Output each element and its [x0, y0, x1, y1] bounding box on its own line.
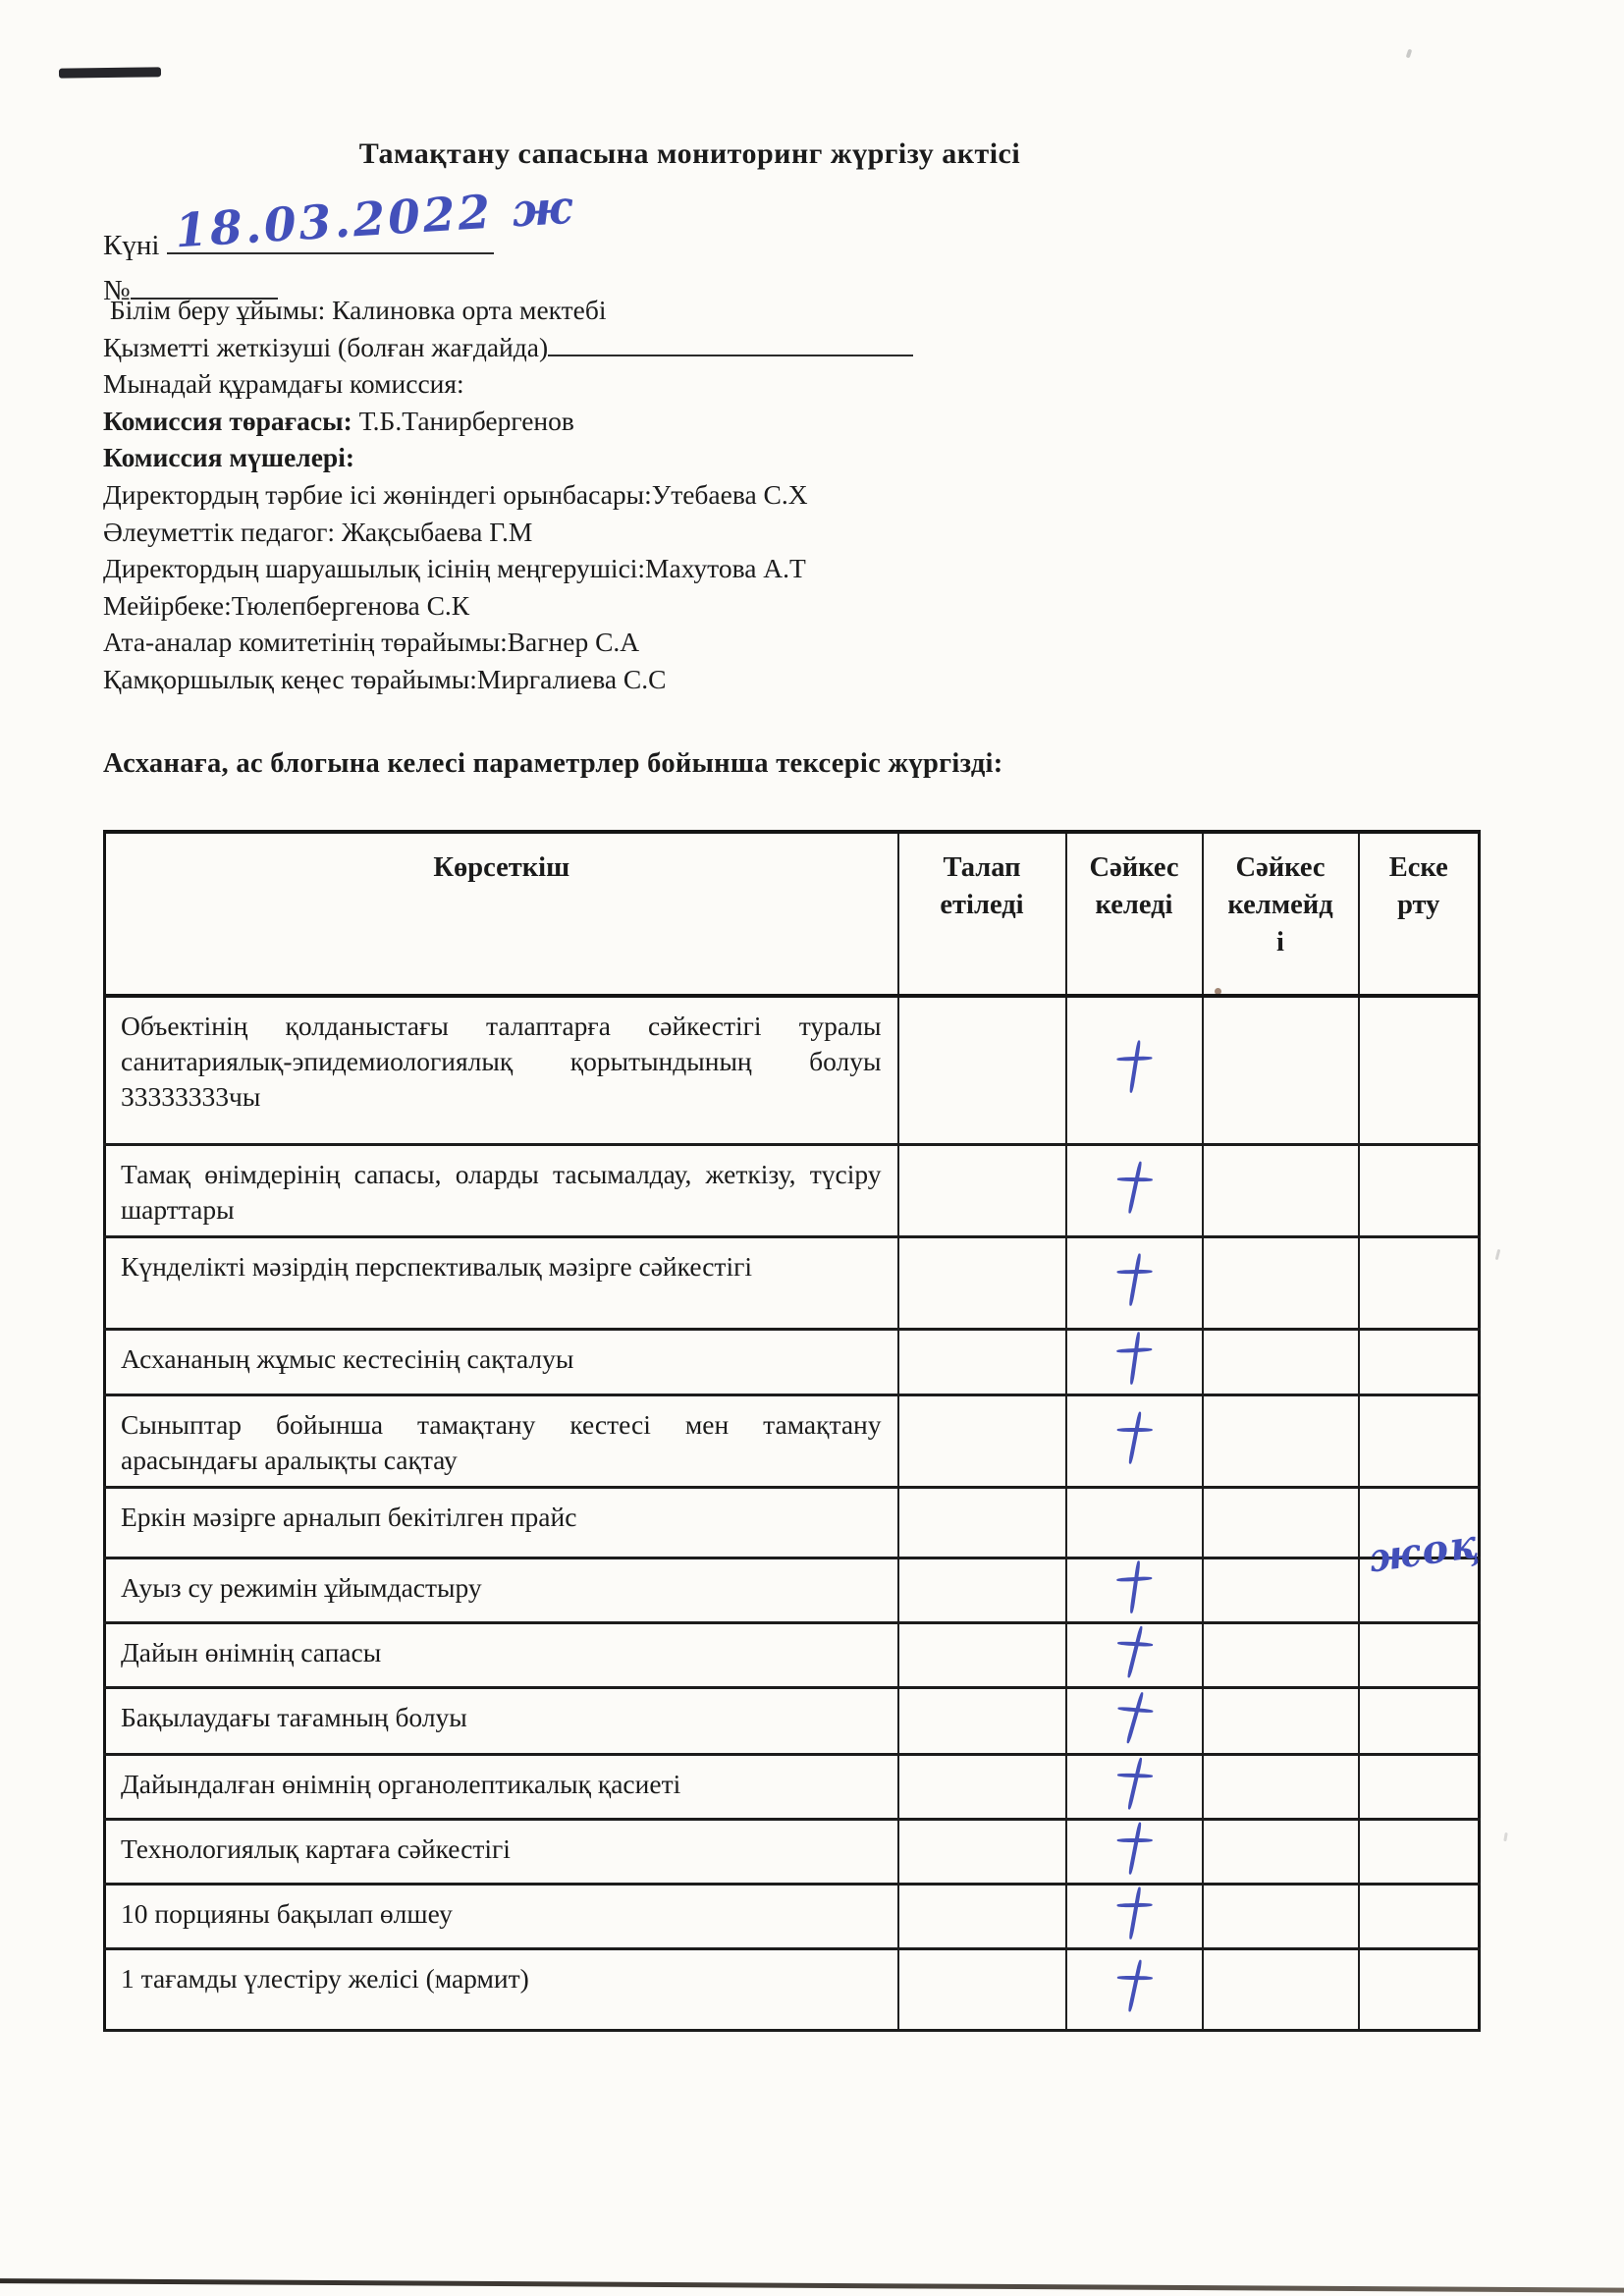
org-line [103, 292, 1492, 329]
required-cell [898, 1884, 1066, 1948]
not-complies-cell [1203, 1754, 1359, 1819]
handwritten-check-icon [1112, 1622, 1155, 1679]
column-header-3 [1203, 832, 1359, 996]
org-line-text: Білім беру ұйымы: Калиновка орта мектебі [109, 295, 607, 325]
column-header-1 [898, 832, 1066, 996]
note-cell [1359, 1487, 1483, 1582]
table-row [105, 1819, 1480, 1884]
not-complies-cell [1203, 1236, 1359, 1329]
required-cell [898, 1948, 1066, 2030]
scan-artifact-mark [59, 67, 161, 78]
note-cell [1359, 996, 1480, 1144]
note-cell [1359, 1622, 1480, 1687]
column-header-4 [1359, 832, 1480, 996]
column-header-0 [105, 832, 898, 996]
note-cell [1359, 1754, 1480, 1819]
scan-speck [1406, 49, 1413, 59]
indicator-cell: Технологиялық картаға сәйкестігі [105, 1819, 898, 1884]
complies-cell [1066, 1558, 1203, 1622]
not-complies-cell [1203, 1558, 1359, 1622]
required-cell [898, 1394, 1066, 1487]
not-complies-cell [1203, 1948, 1359, 2030]
members-label: Комиссия мүшелері: [103, 442, 355, 473]
table-row [105, 1329, 1480, 1394]
not-complies-cell [1203, 1687, 1359, 1754]
scan-speck [1495, 1249, 1501, 1260]
note-cell [1359, 1144, 1480, 1236]
required-cell [898, 1819, 1066, 1884]
indicator-cell: Дайын өнімнің сапасы [105, 1622, 898, 1687]
scan-speck [1503, 1832, 1508, 1841]
scan-page-edge [0, 2278, 1624, 2293]
required-cell [898, 1487, 1066, 1558]
note-cell [1359, 1329, 1480, 1394]
not-complies-cell [1203, 1819, 1359, 1884]
complies-cell [1066, 1487, 1203, 1558]
indicator-cell: Дайындалған өнімнің органолептикалық қасиеті [105, 1754, 898, 1819]
required-cell [898, 1329, 1066, 1394]
required-cell [898, 1687, 1066, 1754]
handwritten-date: 18.03.2022 ж [173, 180, 577, 259]
required-cell [898, 1144, 1066, 1236]
chairman-line [103, 403, 1492, 440]
member-line: Мейірбеке:Тюлепбергенова С.К [103, 589, 470, 621]
provider-label: Қызметті жеткізуші (болған жағдайда) [103, 331, 549, 362]
table-row [105, 996, 1480, 1144]
complies-cell [1066, 1819, 1203, 1884]
handwritten-check-icon [1114, 1820, 1155, 1876]
column-header-label: Ескерту [1388, 852, 1448, 920]
number-label: № [103, 275, 131, 306]
chairman-name: Т.Б.Танирбергенов [358, 405, 574, 436]
handwritten-check-icon [1114, 1885, 1154, 1940]
handwritten-check-icon [1115, 1559, 1153, 1613]
note-cell [1359, 1687, 1480, 1754]
member-line: Директордың тәрбие ісі жөніндегі орынбасары:Утебаева С.Х [103, 478, 808, 510]
required-cell [898, 1558, 1066, 1622]
table-row [105, 1622, 1480, 1687]
indicator-cell: 10 порцияны бақылап өлшеу [105, 1884, 898, 1948]
complies-cell [1066, 1754, 1203, 1819]
date-label: Күні [103, 230, 160, 261]
note-cell [1359, 1884, 1480, 1948]
member-line: Әлеуметтік педагог: Жақсыбаева Г.М [103, 516, 533, 547]
column-header-label: Талап етіледі [940, 852, 1024, 920]
indicator-cell: Сыныптар бойынша тамақтану кестесі мен тамақтану арасындағы аралықты сақтау [105, 1394, 898, 1487]
table-row [105, 1948, 1480, 2030]
indicator-cell: Күнделікті мәзірдің перспективалық мәзірге сәйкестігі [105, 1236, 898, 1329]
provider-underline [548, 331, 913, 356]
provider-line [103, 329, 1492, 366]
member-line: Ата-аналар комитетінің төрайымы:Вагнер С.А [103, 627, 640, 658]
required-cell [898, 1622, 1066, 1687]
complies-cell [1066, 996, 1203, 1144]
column-header-label: Сәйкес келмейді [1227, 852, 1333, 957]
column-header-label: Көрсеткіш [433, 852, 570, 883]
handwritten-check-icon [1114, 1409, 1155, 1465]
handwritten-check-icon [1115, 1331, 1153, 1385]
complies-cell [1066, 1236, 1203, 1329]
note-cell [1359, 1394, 1480, 1487]
handwritten-note: жоқ [1366, 1519, 1483, 1582]
handwritten-check-icon [1113, 1755, 1155, 1812]
complies-cell [1066, 1329, 1203, 1394]
not-complies-cell [1203, 996, 1359, 1144]
member-line: Қамқоршылық кеңес төрайымы:Миргалиева С.С [103, 663, 667, 694]
monitoring-table [103, 830, 1481, 2032]
note-cell [1359, 1948, 1480, 2030]
table-row [105, 1558, 1480, 1622]
table-row [105, 1394, 1480, 1487]
indicator-cell: Еркін мәзірге арналып бекітілген прайс [105, 1487, 898, 1558]
not-complies-cell [1203, 1329, 1359, 1394]
handwritten-check-icon [1114, 1251, 1154, 1306]
note-cell [1359, 1819, 1480, 1884]
not-complies-cell [1203, 1622, 1359, 1687]
table-row [105, 1236, 1480, 1329]
required-cell [898, 996, 1066, 1144]
complies-cell [1066, 1394, 1203, 1487]
indicator-cell: Объектінің қолданыстағы талаптарға сәйкестігі туралы санитариялық-эпидемиологиялық қорытындының болуы 33333333чы [105, 996, 898, 1144]
table-row [105, 1754, 1480, 1819]
commission-block [103, 292, 1492, 698]
handwritten-check-icon [1112, 1688, 1157, 1746]
inspection-line: Асханаға, ас блогына келесі параметрлер бойынша тексеріс жүргізді: [103, 748, 1003, 779]
complies-cell [1066, 1622, 1203, 1687]
indicator-cell: 1 тағамды үлестіру желісі (мармит) [105, 1948, 898, 2030]
indicator-cell: Тамақ өнімдерінің сапасы, оларды тасымалдау, жеткізу, түсіру шарттары [105, 1144, 898, 1236]
note-cell [1359, 1558, 1480, 1622]
indicator-cell: Асхананың жұмыс кестесінің сақталуы [105, 1329, 898, 1394]
indicator-cell: Ауыз су режимін ұйымдастыру [105, 1558, 898, 1622]
not-complies-cell [1203, 1144, 1359, 1236]
chairman-label: Комиссия төрағасы: [103, 405, 352, 436]
complies-cell [1066, 1884, 1203, 1948]
handwritten-check-icon [1115, 1039, 1154, 1094]
required-cell [898, 1236, 1066, 1329]
member-line: Директордың шаруашылық ісінің меңгерушісі:Махутова А.Т [103, 553, 806, 584]
complies-cell [1066, 1144, 1203, 1236]
indicator-cell: Бақылаудағы тағамның болуы [105, 1687, 898, 1754]
handwritten-check-icon [1113, 1957, 1154, 2013]
table-row [105, 1144, 1480, 1236]
table-row [105, 1884, 1480, 1948]
complies-cell [1066, 1948, 1203, 2030]
commission-intro: Мынадай құрамдағы комиссия: [103, 368, 464, 400]
document-title: Тамақтану сапасына мониторинг жүргізу актісі [358, 137, 1021, 170]
note-cell [1359, 1236, 1480, 1329]
complies-cell [1066, 1687, 1203, 1754]
handwritten-check-icon [1113, 1159, 1154, 1215]
not-complies-cell [1203, 1487, 1359, 1558]
required-cell [898, 1754, 1066, 1819]
not-complies-cell [1203, 1394, 1359, 1487]
table-row [105, 1687, 1480, 1754]
column-header-label: Сәйкес келеді [1089, 852, 1179, 920]
not-complies-cell [1203, 1884, 1359, 1948]
table-header-row [105, 832, 1480, 996]
table-row [105, 1487, 1480, 1558]
column-header-2 [1066, 832, 1203, 996]
